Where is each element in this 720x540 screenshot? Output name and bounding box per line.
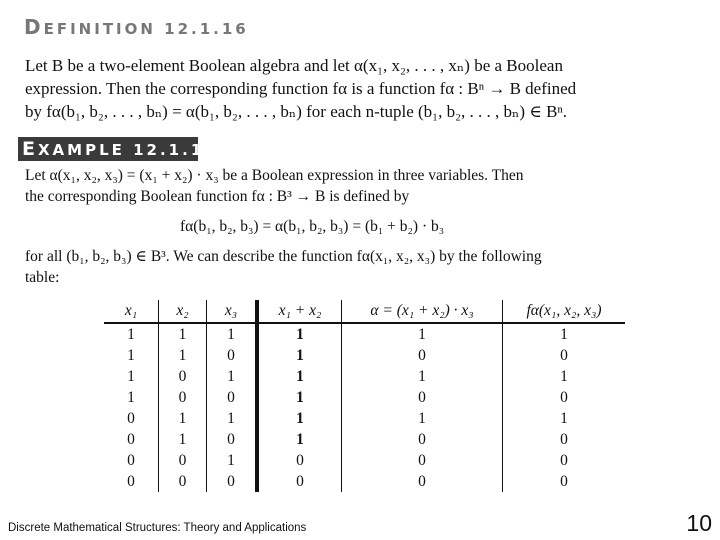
table-row [104,387,625,408]
table-cell: 1 [159,345,207,366]
table-cell: 1 [159,323,207,345]
table-cell: 1 [342,323,503,345]
table-cell: 1 [159,408,207,429]
table-cell: 0 [159,450,207,471]
table-body [104,323,625,492]
table-cell: 1 [127,325,135,343]
table-row [104,450,625,471]
table-cell: 1 [159,429,207,450]
table-cell: 0 [127,409,135,427]
example-line-4: for all (b₁, b₂, b₃) ∈ B³. We can describe the function fα(x₁, x₂, x₃) by the following [25,248,542,265]
table-cell: 1 [207,323,258,345]
table-cell: 0 [159,471,207,492]
header-x1: x₁ [104,300,159,323]
definition-line-3: by fα(b₁, b₂, . . . , bₙ) = α(b₁, b₂, . . . , bₙ) for each n-tuple (b₁, b₂, . . . , bₙ) ∈ Bⁿ. [25,102,568,121]
table-cell: 0 [342,429,503,450]
table-cell: 1 [127,367,135,385]
definition-heading: DEFINITION 12.1.16 [24,15,249,39]
table-cell: 0 [207,387,258,408]
table-row [104,471,625,492]
table-cell: 1 [127,388,135,406]
header-x3: x₃ [207,300,258,323]
header-x2: x₂ [159,300,207,323]
table-cell: 1 [342,366,503,387]
table-cell: 1 [207,366,258,387]
table-cell: 0 [342,387,503,408]
table-cell: 0 [207,429,258,450]
table-cell: 0 [127,472,135,490]
example-line-1: Let α(x₁, x₂, x₃) = (x₁ + x₂) · x₃ be a Boolean expression in three variables. Then [25,167,524,184]
table-cell: 0 [503,471,626,492]
table-cell: 1 [503,323,626,345]
table-cell: 0 [342,450,503,471]
header-alpha: α = (x₁ + x₂) · x₃ [342,300,503,323]
table-cell: 1 [127,346,135,364]
table-cell: 0 [257,471,342,492]
header-f-alpha: fα(x₁, x₂, x₃) [503,300,626,323]
table-cell: 0 [207,471,258,492]
table-cell: 1 [257,366,342,387]
definition-line-2: expression. Then the corresponding function fα is a function fα : Bⁿ → B defined [25,79,577,98]
footer-title: Discrete Mathematical Structures: Theory and Applications [8,522,307,534]
table-cell: 1 [257,323,342,345]
example-line-2: the corresponding Boolean function fα : B³ → B is defined by [25,188,410,205]
table-cell: 0 [207,345,258,366]
table-cell: 0 [127,451,135,469]
table-cell: 0 [342,471,503,492]
example-banner: EXAMPLE 12.1.17 [18,137,198,161]
table-cell: 1 [257,345,342,366]
table-cell: 0 [159,366,207,387]
table-cell: 1 [257,429,342,450]
header-x1-plus-x2: x₁ + x₂ [257,300,342,323]
table-row [104,366,625,387]
table-row [104,408,625,429]
table-cell: 1 [503,408,626,429]
table-cell: 0 [503,387,626,408]
table-cell: 0 [503,429,626,450]
table-cell: 1 [207,408,258,429]
page-number: 10 [686,510,712,536]
table-header-row [104,300,625,323]
table-row [104,345,625,366]
truth-table [104,300,625,492]
table-row [104,429,625,450]
definition-line-1: Let B be a two-element Boolean algebra and let α(x₁, x₂, . . . , xₙ) be a Boolean [25,56,563,75]
table-cell: 1 [503,366,626,387]
table-cell: 1 [257,387,342,408]
table-cell: 0 [257,450,342,471]
table-cell: 1 [207,450,258,471]
table-cell: 1 [257,408,342,429]
table-cell: 0 [503,450,626,471]
table-row [104,323,625,345]
table-cell: 0 [342,345,503,366]
example-equation: fα(b₁, b₂, b₃) = α(b₁, b₂, b₃) = (b₁ + b₂) · b₃ [180,218,445,235]
table-cell: 1 [342,408,503,429]
table-cell: 0 [127,430,135,448]
example-line-5: table: [25,269,60,286]
table-cell: 0 [503,345,626,366]
table-cell: 0 [159,387,207,408]
